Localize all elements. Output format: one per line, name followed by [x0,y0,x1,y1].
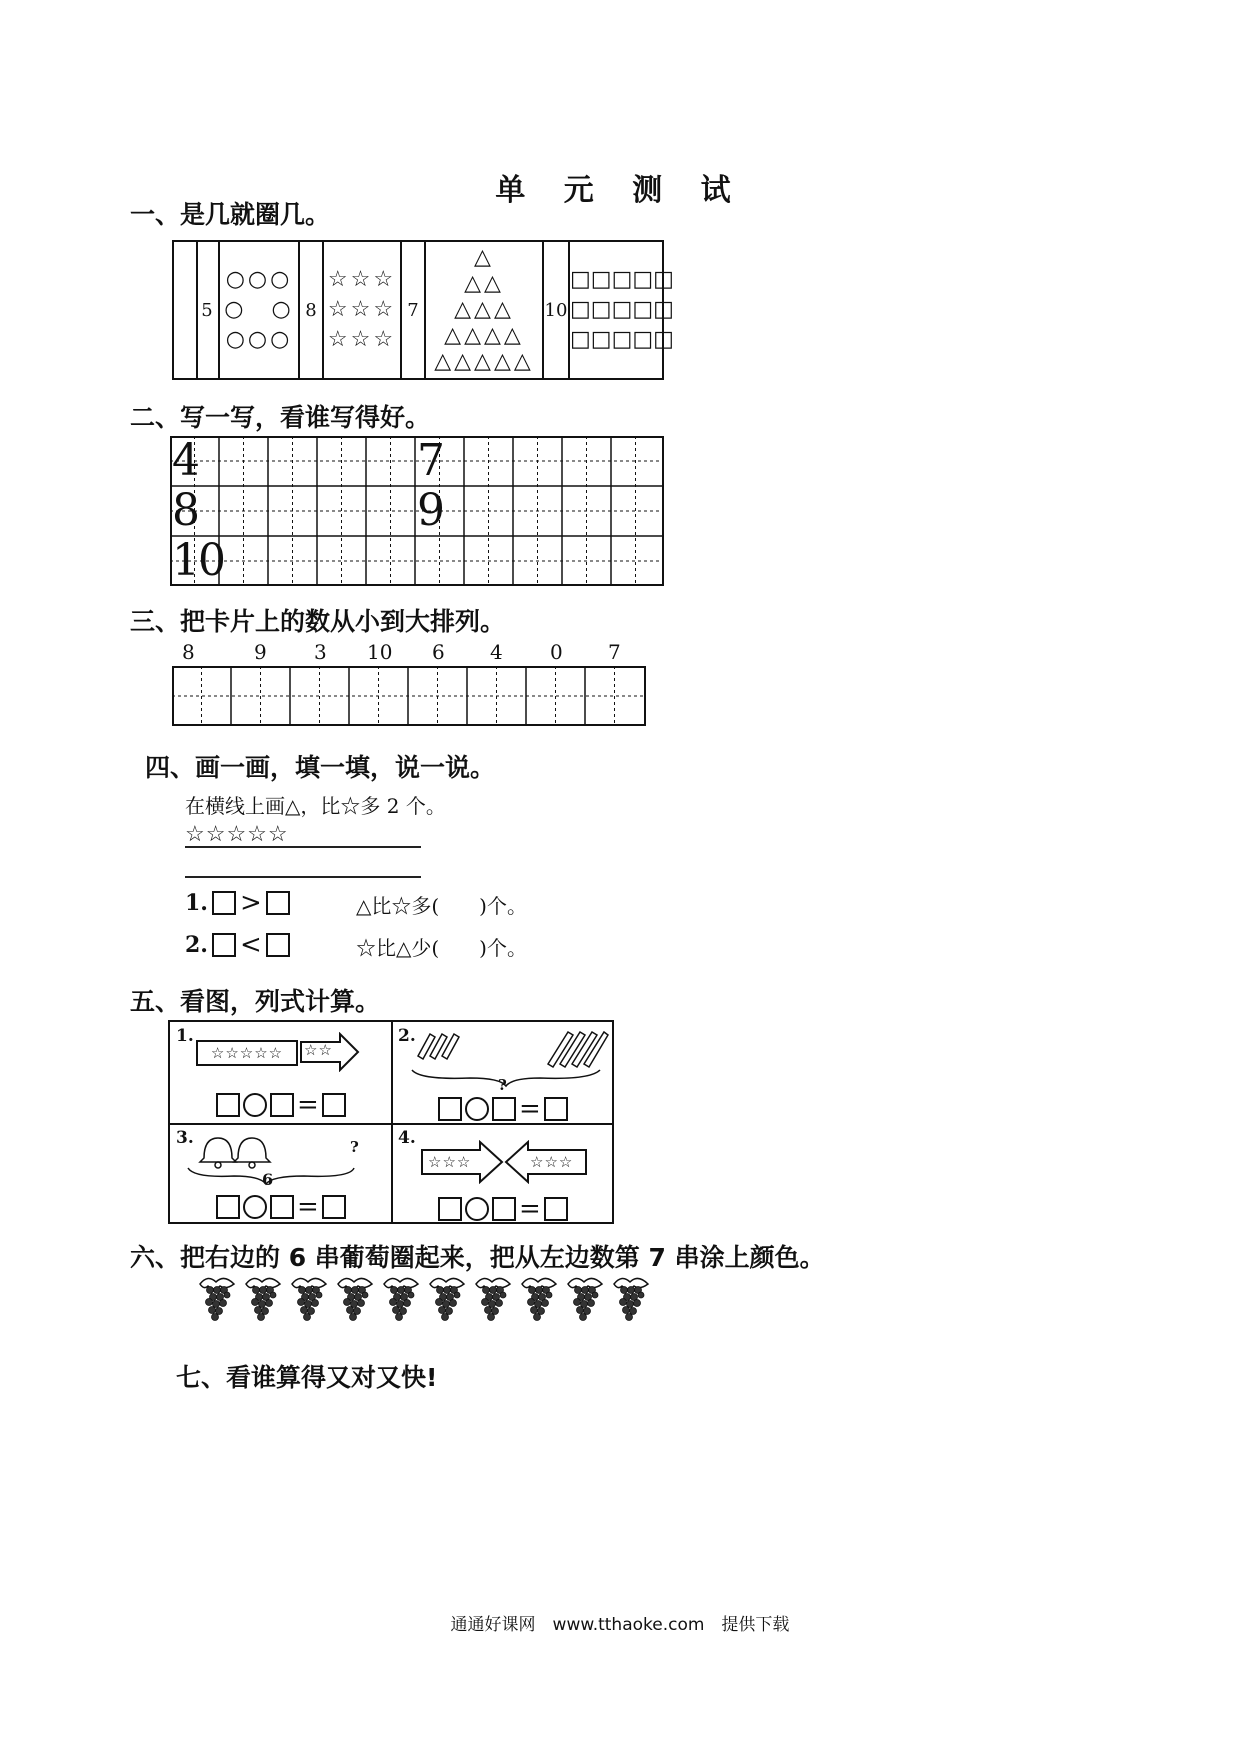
triangle-row: △△△△△ [434,349,534,374]
star-row: ☆☆☆☆☆ [185,822,289,847]
footer-credit: 通通好课网 www.tthaoke.com 提供下载 [450,1615,790,1635]
problem-3-total: 6 [262,1170,274,1189]
number-box[interactable] [438,1197,462,1221]
card-number: 8 [182,640,195,664]
circle-group[interactable] [220,242,300,378]
square-row: □□□□□ [570,267,674,292]
pencils-icon [410,1028,610,1088]
card-number: 9 [254,640,267,664]
grape-bunch[interactable] [430,1278,464,1320]
grape-row[interactable] [192,1272,652,1324]
page-title: 单 元 测 试 [495,173,745,208]
equals-sign: = [297,1090,319,1120]
result-box[interactable] [544,1097,568,1121]
square-row: □□□□□ [570,297,674,322]
star-row: ☆☆☆ [327,327,397,352]
triangle-row: △△ [464,271,504,296]
star-line [185,846,421,848]
section-7-heading: 七、看谁算得又对又快! [176,1363,438,1392]
group-number-5: 5 [196,242,220,378]
compare-text-2[interactable]: ☆比△少( )个。 [356,936,527,960]
writing-grid[interactable] [170,436,664,586]
right-arrow-stars: ☆☆☆ [530,1153,574,1171]
section-4-heading: 四、画一画，填一填，说一说。 [145,753,496,782]
grape-bunch[interactable] [522,1278,556,1320]
number-box[interactable] [270,1195,294,1219]
compare-row-2 [185,930,290,960]
section-2-heading: 二、写一写，看谁写得好。 [130,403,431,432]
problem-3-label: 3. [176,1128,194,1148]
triangle-row: △△△ [454,297,514,322]
circle-row: ○○○ [225,327,293,352]
equation-3[interactable] [216,1192,346,1222]
section-1-heading: 一、是几就圈几。 [130,200,331,229]
group-number-8: 8 [300,242,324,378]
number-box[interactable] [492,1197,516,1221]
result-box[interactable] [544,1197,568,1221]
number-cards [172,640,644,664]
bells-icon [184,1128,364,1188]
card-number: 4 [490,640,503,664]
answer-box[interactable] [266,891,290,915]
grape-bunch[interactable] [292,1278,326,1320]
circle-row: ○ ○ [224,297,294,322]
greater-than-sign: > [239,888,262,918]
question-number: 2. [185,932,208,958]
grape-bunch[interactable] [614,1278,648,1320]
grape-bunch[interactable] [246,1278,280,1320]
triangle-row: △ [474,245,494,270]
star-row: ☆☆☆ [327,267,397,292]
grape-bunch[interactable] [568,1278,602,1320]
model-digit-10: 10 [172,535,224,586]
circle-row: ○○○ [225,267,293,292]
equals-sign: = [297,1192,319,1222]
answer-box[interactable] [266,933,290,957]
problem-4-label: 4. [398,1128,416,1148]
problem-1-label: 1. [176,1026,194,1046]
card-number: 7 [608,640,621,664]
stars-box: ☆☆☆☆☆ [196,1040,298,1066]
operator-circle[interactable] [465,1197,489,1221]
model-digit-4: 4 [172,435,200,486]
model-digit-7: 7 [417,435,445,486]
triangle-row: △△△△ [444,323,524,348]
picture-problems-grid [168,1020,614,1224]
draw-instruction: 在横线上画△，比☆多 2 个。 [185,794,446,818]
result-box[interactable] [322,1195,346,1219]
section-6-heading: 六、把右边的 6 串葡萄圈起来，把从左边数第 7 串涂上颜色。 [130,1243,825,1272]
equation-4[interactable] [438,1194,568,1224]
arrow-stars: ☆☆ [304,1041,333,1059]
answer-box[interactable] [212,933,236,957]
compare-text-1[interactable]: △比☆多( )个。 [356,894,527,918]
number-box[interactable] [438,1097,462,1121]
card-number: 10 [367,640,393,664]
count-circle-table [172,240,674,380]
number-box[interactable] [216,1093,240,1117]
square-row: □□□□□ [570,327,674,352]
problem-2-question: ? [498,1076,507,1094]
number-box[interactable] [270,1093,294,1117]
equals-sign: = [519,1194,541,1224]
card-number: 3 [314,640,327,664]
section-3-heading: 三、把卡片上的数从小到大排列。 [130,607,506,636]
result-box[interactable] [322,1093,346,1117]
problem-3-question: ? [350,1138,359,1156]
left-arrow-stars: ☆☆☆ [428,1153,472,1171]
star-group[interactable] [324,242,402,378]
answer-box[interactable] [212,891,236,915]
card-number: 0 [550,640,563,664]
less-than-sign: < [239,930,262,960]
group-number-10: 10 [544,242,570,378]
equals-sign: = [519,1094,541,1124]
group-number-7: 7 [402,242,426,378]
section-5-heading: 五、看图，列式计算。 [130,987,381,1016]
operator-circle[interactable] [243,1093,267,1117]
operator-circle[interactable] [465,1097,489,1121]
grape-bunch[interactable] [476,1278,510,1320]
model-digit-8: 8 [172,485,200,536]
compare-row-1 [185,888,290,918]
equation-2[interactable] [438,1094,568,1124]
card-number: 6 [432,640,445,664]
square-group[interactable] [570,242,674,378]
question-number: 1. [185,890,208,916]
grape-bunch[interactable] [200,1278,234,1320]
grape-bunch[interactable] [384,1278,418,1320]
ordering-boxes[interactable] [172,666,646,726]
number-box[interactable] [492,1097,516,1121]
operator-circle[interactable] [243,1195,267,1219]
triangle-group[interactable] [426,242,544,378]
triangle-draw-line[interactable] [185,876,421,878]
equation-1[interactable] [216,1090,346,1120]
model-digit-9: 9 [417,485,445,536]
grape-bunch[interactable] [338,1278,372,1320]
number-box[interactable] [216,1195,240,1219]
star-row: ☆☆☆ [327,297,397,322]
problem-2-label: 2. [398,1026,416,1046]
